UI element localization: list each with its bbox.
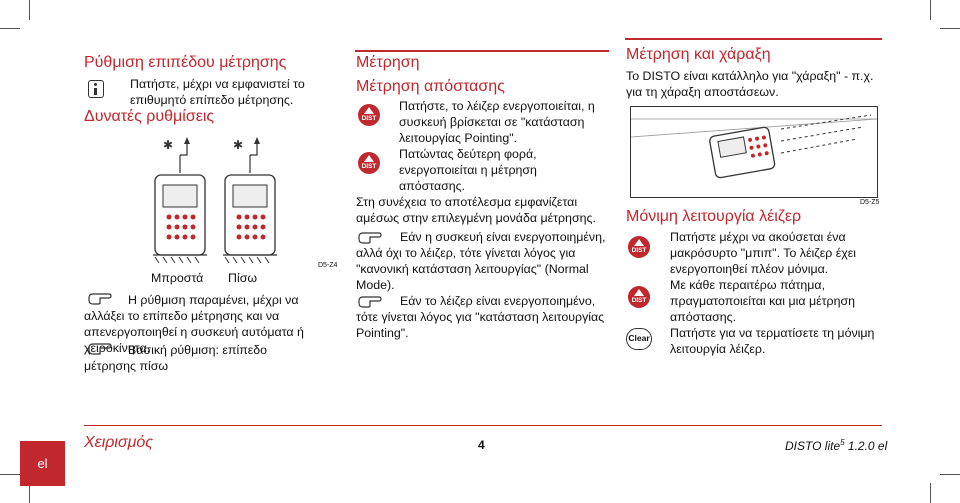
crop-mark: [29, 0, 30, 20]
dist-key-icon: DIST: [358, 152, 380, 174]
note-text: Εάν η συσκευή είναι ενεργοποιημένη, αλλά όχι το λέιζερ, τότε γίνεται λόγος για "κανονική κατάσταση λειτουργίας" (Normal Mode).: [356, 230, 606, 292]
column-rule: [625, 38, 882, 40]
result-text: Στη συνέχεια το αποτέλεσμα εμφανίζεται αμέσως στην επιλεγμένη μονάδα μέτρησης.: [356, 195, 596, 225]
crop-mark: [0, 474, 20, 475]
label-back: Πίσω: [228, 271, 258, 285]
note-text: Η ρύθμιση παραμένει, μέχρι να αλλάξει το επίπεδο μέτρησης και να απενεργοποιηθεί η συσκευή αυτόματα ή χειροκίνητα.: [84, 293, 304, 355]
footer-section: Χειρισμός: [84, 434, 154, 451]
column-rule: [355, 50, 609, 52]
figure-code: D5-Z4: [318, 262, 338, 269]
section-title: Μέτρηση: [356, 54, 420, 71]
dist-key-icon: DIST: [628, 236, 650, 258]
step-text: Πατήστε για να τερματίσετε τη μόνιμη λειτουργία λέιζερ.: [670, 326, 875, 356]
step-text: Πατήστε μέχρι να ακούσεται ένα μακρόσυρτο "μπιπ". Το λέιζερ έχει ενεργοποιηθεί πλέον μόνιμα.: [670, 230, 857, 276]
section-subtitle: Μόνιμη λειτουργία λέιζερ: [626, 208, 802, 225]
crop-mark: [930, 483, 931, 503]
label-front: Μπροστά: [151, 271, 204, 285]
page-number: 4: [478, 438, 485, 452]
figure-code: D5-Z5: [860, 199, 880, 206]
layout-figure: [630, 106, 878, 198]
step-text: Πατήστε, το λέιζερ ενεργοποιείται, η συσκευή βρίσκεται σε "κατάσταση λειτουργίας Pointing".: [399, 99, 595, 145]
note-text: Βασική ρύθμιση: επίπεδο μέτρησης πίσω: [84, 343, 268, 373]
crop-mark: [940, 28, 960, 29]
info-icon: [88, 80, 104, 98]
crop-mark: [29, 483, 30, 503]
language-tab: el: [20, 441, 65, 486]
section-title: Ρύθμιση επιπέδου μέτρησης: [84, 54, 287, 71]
info-text: Πατήστε, μέχρι να εμφανιστεί το επιθυμητό επίπεδο μέτρησης.: [130, 77, 305, 107]
note-text: Εάν το λέιζερ είναι ενεργοποιημένο, τότε γίνεται λόγος για "κατάσταση λειτουργίας Pointing".: [356, 294, 605, 340]
device-figure: [145, 135, 317, 270]
crop-mark: [930, 0, 931, 20]
clear-key-icon: Clear: [626, 328, 652, 350]
svg-text:✱: ✱: [163, 138, 174, 152]
crop-mark: [940, 474, 960, 475]
crop-mark: [0, 28, 20, 29]
footer-rule: [84, 425, 882, 426]
intro-text: Το DISTO είναι κατάλληλο για "χάραξη" - π.χ. για τη χάραξη αποστάσεων.: [626, 69, 874, 99]
dist-key-icon: DIST: [628, 286, 650, 308]
svg-text:✱: ✱: [233, 138, 244, 152]
section-subtitle: Δυνατές ρυθμίσεις: [84, 108, 215, 125]
section-title: Μέτρηση και χάραξη: [626, 46, 771, 63]
step-text: Πατώντας δεύτερη φορά, ενεργοποιείται η μέτρηση απόστασης.: [399, 147, 537, 193]
footer-product: DISTO lite$^5$ 1.2.0 el: [785, 438, 888, 453]
dist-key-icon: DIST: [358, 104, 380, 126]
section-subtitle: Μέτρηση απόστασης: [356, 78, 505, 95]
step-text: Με κάθε περαιτέρω πάτημα, πραγματοποιείται και μια μέτρηση απόστασης.: [670, 278, 855, 324]
